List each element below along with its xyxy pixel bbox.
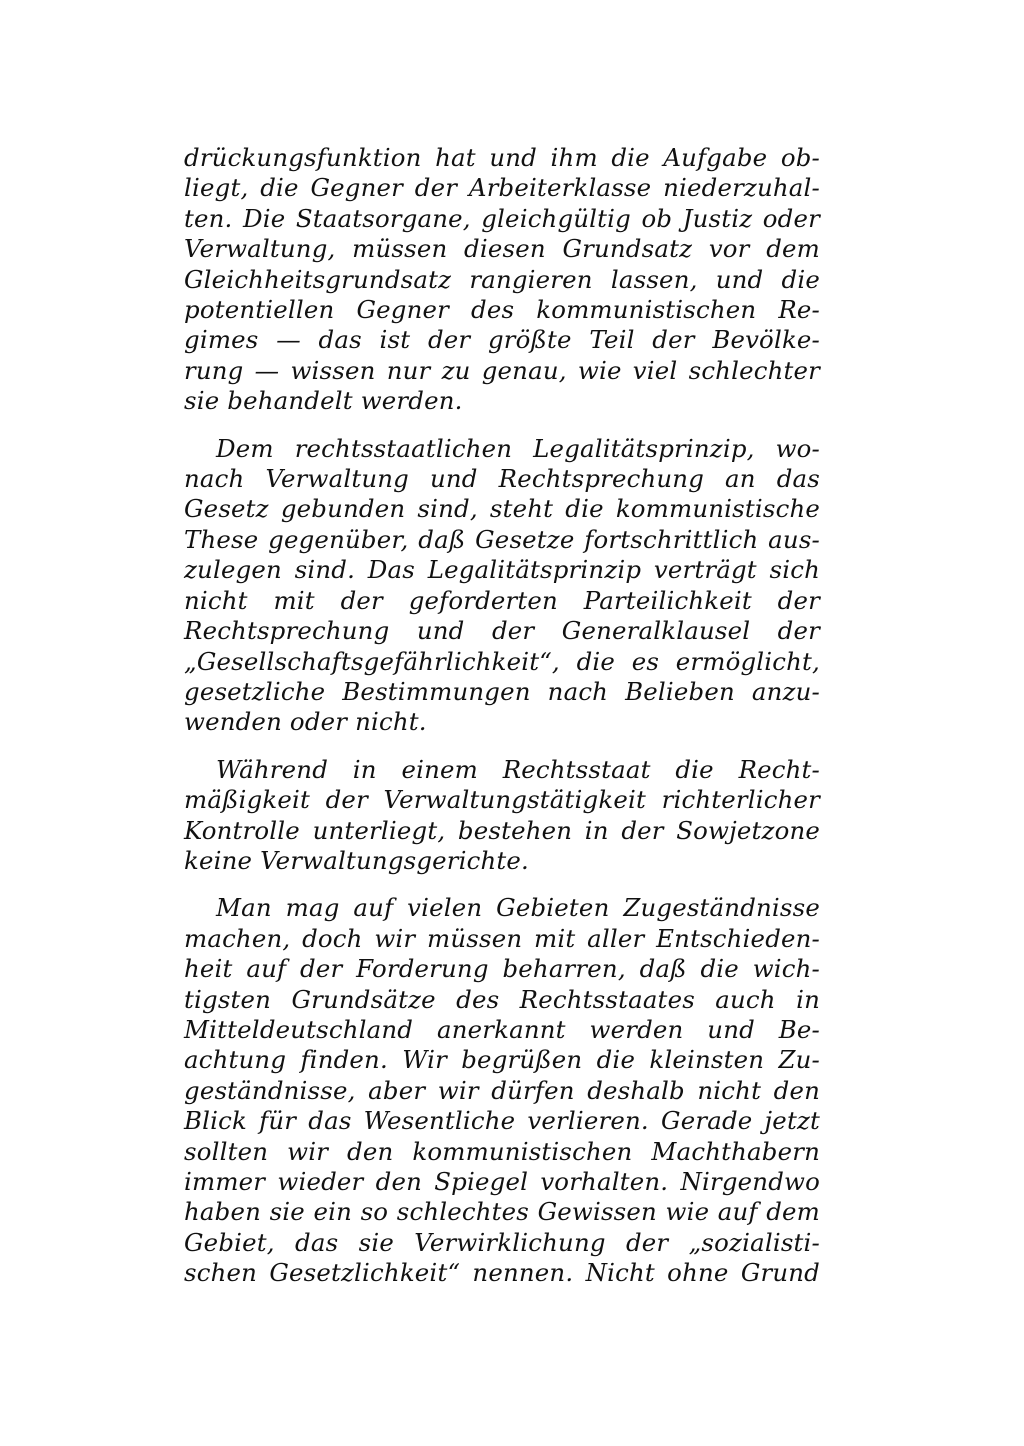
text-line: gesetzliche Bestimmungen nach Belieben anzu-	[184, 676, 820, 706]
paragraph-3	[184, 755, 820, 877]
text-line: tigsten Grundsätze des Rechtsstaates auch in	[184, 984, 820, 1014]
text-line: Gebiet, das sie Verwirklichung der „sozialisti-	[184, 1227, 820, 1257]
text-line: immer wieder den Spiegel vorhalten. Nirgendwo	[184, 1167, 820, 1196]
text-line: Verwaltung, müssen diesen Grundsatz vor dem	[184, 234, 820, 264]
text-line: sollten wir den kommunistischen Machthabern	[184, 1136, 820, 1166]
text-line: These gegenüber, daß Gesetze fortschrittlich aus-	[184, 524, 820, 554]
text-line: Während in einem Rechtsstaat die Recht-	[216, 754, 820, 784]
text-line: liegt, die Gegner der Arbeiterklasse niederzuhal-	[184, 173, 820, 203]
text-line: achtung finden. Wir begrüßen die kleinsten Zu-	[184, 1045, 820, 1075]
text-line: wenden oder nicht.	[184, 707, 427, 737]
text-line: nicht mit der geforderten Parteilichkeit der	[184, 585, 820, 615]
text-line: Blick für das Wesentliche verlieren. Gerade jetzt	[184, 1106, 820, 1136]
text-line: „Gesellschaftsgefährlichkeit“, die es ermöglicht,	[184, 646, 820, 676]
text-line: Man mag auf vielen Gebieten Zugeständnisse	[216, 893, 820, 923]
text-line: schen Gesetzlichkeit“ nennen. Nicht ohne Grund	[184, 1258, 820, 1288]
text-line: nach Verwaltung und Rechtsprechung an das	[184, 464, 820, 494]
text-line: zulegen sind. Das Legalitätsprinzip verträgt sich	[184, 555, 820, 585]
paragraph-2	[184, 434, 820, 738]
body-text	[184, 143, 820, 1306]
text-line: Mitteldeutschland anerkannt werden und Be-	[184, 1014, 820, 1044]
text-line: haben sie ein so schlechtes Gewissen wie auf dem	[184, 1197, 820, 1227]
text-line: Dem rechtsstaatlichen Legalitätsprinzip, wo-	[216, 433, 820, 463]
text-line: Kontrolle unterliegt, bestehen in der Sowjetzone	[184, 815, 820, 845]
text-line: geständnisse, aber wir dürfen deshalb nicht den	[184, 1075, 820, 1105]
text-line: heit auf der Forderung beharren, daß die wich-	[184, 954, 820, 984]
text-line: keine Verwaltungsgerichte.	[184, 845, 530, 875]
text-line: Gleichheitsgrundsatz rangieren lassen, und die	[184, 264, 820, 294]
text-line: Gesetz gebunden sind, steht die kommunistische	[184, 494, 820, 524]
text-line: machen, doch wir müssen mit aller Entschieden-	[184, 923, 820, 953]
text-line: Rechtsprechung und der Generalklausel der	[184, 616, 820, 646]
text-line: drückungsfunktion hat und ihm die Aufgabe ob-	[184, 143, 820, 172]
text-line: potentiellen Gegner des kommunistischen Re-	[184, 295, 820, 325]
text-line: sie behandelt werden.	[184, 386, 463, 416]
text-line: ten. Die Staatsorgane, gleichgültig ob Justiz oder	[184, 203, 820, 233]
paragraph-1	[184, 143, 820, 417]
text-line: gimes — das ist der größte Teil der Bevölke-	[184, 325, 820, 355]
text-line: rung — wissen nur zu genau, wie viel schlechter	[184, 355, 820, 385]
paragraph-4	[184, 893, 820, 1288]
text-line: mäßigkeit der Verwaltungstätigkeit richterlicher	[184, 785, 820, 815]
